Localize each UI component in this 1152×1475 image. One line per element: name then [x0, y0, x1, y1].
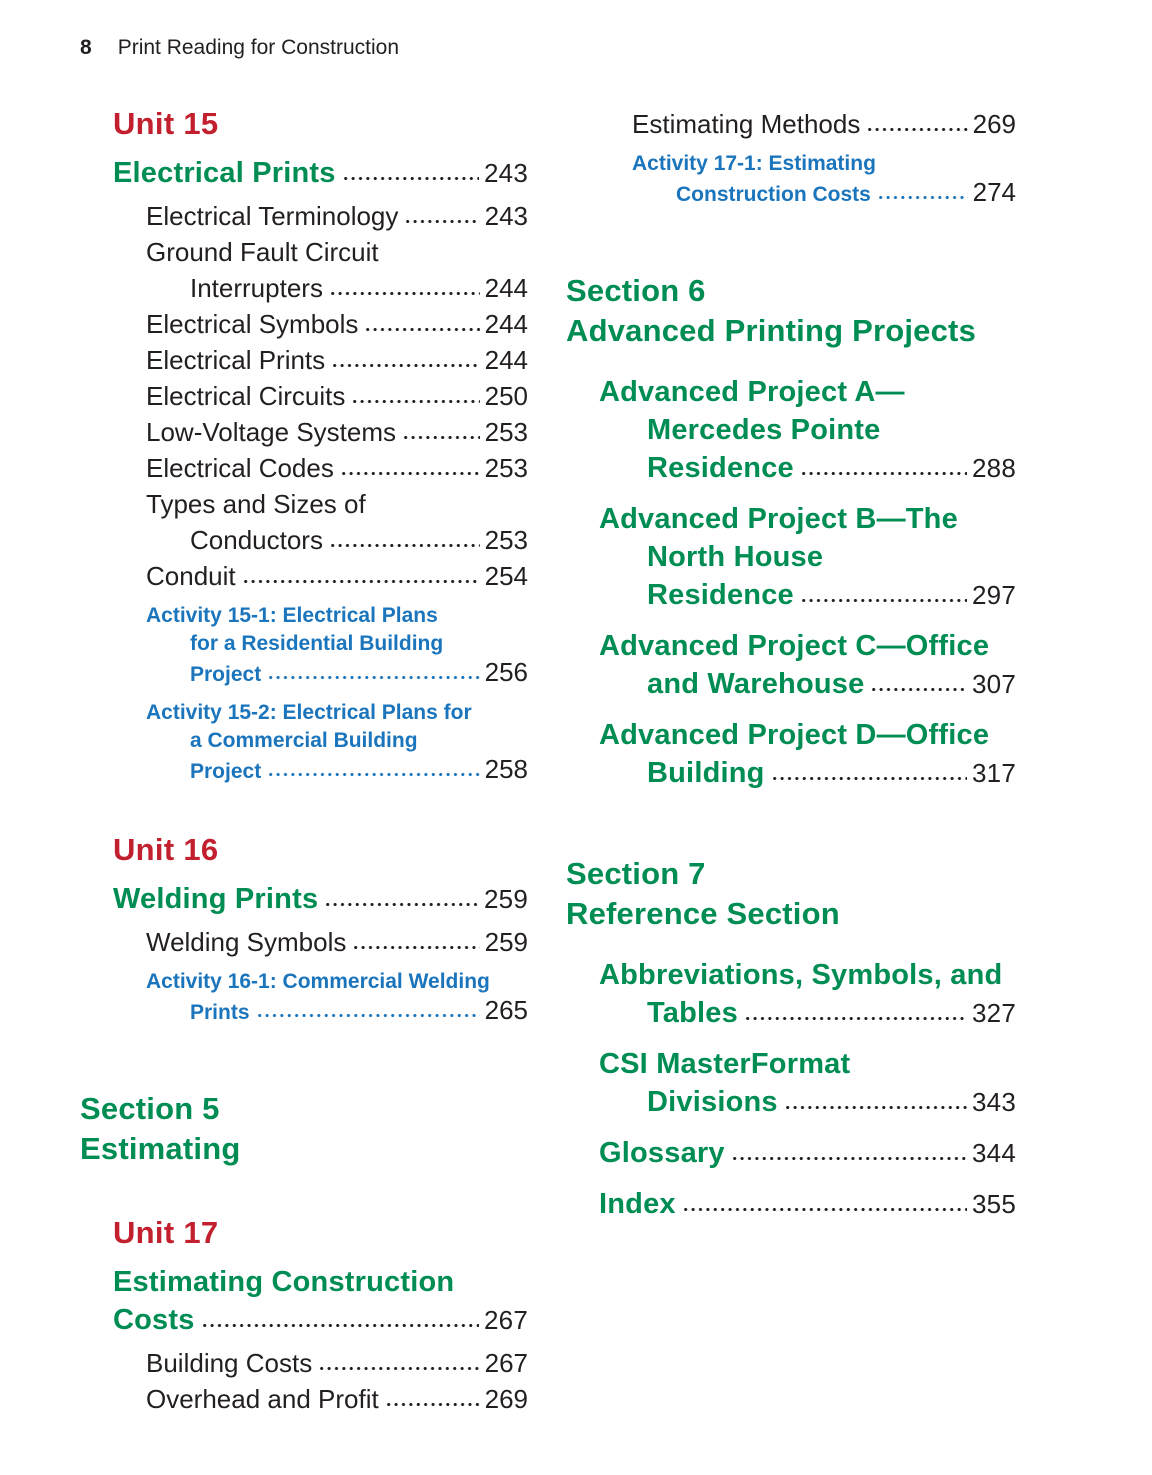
entry-title: Estimating Methods — [632, 109, 861, 139]
toc-line — [80, 270, 528, 306]
entry-page-number: 288 — [972, 453, 1016, 483]
entry-title: Index — [599, 1188, 676, 1220]
entry-title: Conduit — [146, 561, 236, 591]
toc-line — [566, 754, 1016, 792]
toc-line — [80, 450, 528, 486]
dot-leader — [267, 771, 479, 778]
entry-page-number: 244 — [484, 273, 528, 303]
entry-page-number: 256 — [484, 657, 528, 687]
entry-title: Electrical Symbols — [146, 309, 359, 339]
toc-entry — [80, 450, 528, 486]
entry-page-number: 243 — [484, 158, 528, 188]
toc-line — [80, 699, 528, 727]
entry-title: Conductors — [190, 525, 323, 555]
section-heading-line: Estimating — [80, 1131, 241, 1166]
toc-entry — [80, 234, 528, 306]
entry-title: Residence — [647, 579, 794, 611]
entry-page-number: 269 — [484, 1384, 528, 1414]
dot-leader — [340, 470, 480, 477]
toc-line — [80, 486, 528, 522]
toc-left-column — [80, 106, 528, 1417]
toc-line — [80, 924, 528, 960]
entry-title: Building — [647, 757, 765, 789]
toc-entry — [566, 1045, 1016, 1121]
toc-entry — [566, 150, 1016, 209]
dot-leader — [331, 362, 479, 369]
toc-entry — [80, 378, 528, 414]
entry-title: Estimating Construction — [113, 1266, 455, 1298]
entry-title: Electrical Prints — [113, 157, 336, 189]
toc-line — [566, 411, 1016, 449]
entry-title: Activity 16-1: Commercial Welding — [146, 970, 490, 993]
toc-line — [566, 106, 1016, 142]
entry-title: Advanced Project C—Office — [599, 630, 990, 662]
section-heading-line: Reference Section — [566, 896, 840, 931]
toc-line — [566, 956, 1016, 994]
entry-page-number: 254 — [484, 561, 528, 591]
dot-leader — [771, 775, 967, 782]
entry-title: Glossary — [599, 1137, 725, 1169]
dot-leader — [352, 944, 479, 951]
dot-leader — [318, 1365, 479, 1372]
toc-entry — [80, 1381, 528, 1417]
toc-entry — [566, 1185, 1016, 1223]
toc-entry — [80, 486, 528, 558]
entry-title: Electrical Prints — [146, 345, 326, 375]
section-heading — [566, 271, 1016, 351]
dot-leader — [404, 218, 479, 225]
toc-line — [566, 1045, 1016, 1083]
toc-entry — [80, 1263, 528, 1339]
entry-page-number: 297 — [972, 580, 1016, 610]
toc-line — [80, 996, 528, 1027]
toc-line — [80, 1301, 528, 1339]
entry-title: Project — [190, 760, 262, 783]
toc-line — [566, 178, 1016, 209]
running-title: Print Reading for Construction — [117, 36, 399, 59]
toc-line — [80, 630, 528, 658]
toc-entry — [80, 198, 528, 234]
dot-leader — [682, 1206, 967, 1213]
toc-entry — [566, 106, 1016, 142]
toc-line — [566, 538, 1016, 576]
table-of-contents — [0, 60, 1152, 1417]
section-heading-line: Section 7 — [566, 856, 706, 891]
entry-title: Construction Costs — [676, 183, 871, 206]
entry-page-number: 253 — [484, 453, 528, 483]
section-heading-line: Section 6 — [566, 273, 706, 308]
toc-entry — [80, 880, 528, 918]
section-heading-line: Section 5 — [80, 1091, 220, 1126]
entry-page-number: 250 — [484, 381, 528, 411]
toc-line — [80, 1381, 528, 1417]
toc-entry — [566, 1134, 1016, 1172]
toc-line — [566, 1083, 1016, 1121]
toc-entry — [80, 924, 528, 960]
toc-entry — [80, 306, 528, 342]
toc-entry — [80, 1345, 528, 1381]
toc-line — [566, 500, 1016, 538]
entry-page-number: 244 — [484, 309, 528, 339]
entry-page-number: 243 — [484, 201, 528, 231]
toc-line — [80, 378, 528, 414]
entry-title: Residence — [647, 452, 794, 484]
toc-line — [80, 198, 528, 234]
entry-title: Mercedes Pointe — [647, 414, 881, 446]
toc-line — [566, 627, 1016, 665]
dot-leader — [324, 901, 479, 908]
entry-page-number: 244 — [484, 345, 528, 375]
toc-line — [80, 880, 528, 918]
toc-entry — [566, 500, 1016, 614]
entry-title: Types and Sizes of — [146, 489, 366, 519]
entry-title: Low-Voltage Systems — [146, 417, 397, 447]
toc-line — [566, 150, 1016, 178]
entry-title: Activity 15-2: Electrical Plans for — [146, 701, 472, 724]
entry-title: Welding Symbols — [146, 927, 347, 957]
dot-leader — [866, 126, 967, 133]
toc-line — [566, 1185, 1016, 1223]
toc-entry — [80, 342, 528, 378]
toc-line — [80, 727, 528, 755]
toc-line — [80, 1263, 528, 1301]
entry-page-number: 269 — [972, 109, 1016, 139]
entry-page-number: 265 — [484, 995, 528, 1025]
toc-line — [80, 414, 528, 450]
entry-page-number: 355 — [972, 1189, 1016, 1219]
entry-title: Divisions — [647, 1086, 778, 1118]
entry-page-number: 253 — [484, 417, 528, 447]
dot-leader — [385, 1401, 480, 1408]
toc-line — [80, 306, 528, 342]
entry-title: Tables — [647, 997, 738, 1029]
entry-page-number: 259 — [484, 884, 528, 914]
entry-title: Ground Fault Circuit — [146, 237, 379, 267]
entry-page-number: 344 — [972, 1138, 1016, 1168]
entry-page-number: 259 — [484, 927, 528, 957]
toc-entry — [80, 968, 528, 1027]
entry-title: Advanced Project B—The — [599, 503, 958, 535]
entry-title: for a Residential Building — [190, 632, 444, 655]
section-heading-line: Advanced Printing Projects — [566, 313, 977, 348]
entry-title: Interrupters — [190, 273, 323, 303]
entry-page-number: 267 — [484, 1305, 528, 1335]
toc-line — [80, 342, 528, 378]
toc-line — [566, 665, 1016, 703]
entry-title: Electrical Codes — [146, 453, 334, 483]
entry-title: a Commercial Building — [190, 729, 418, 752]
toc-entry — [80, 602, 528, 689]
toc-right-column — [566, 106, 1016, 1417]
entry-title: Overhead and Profit — [146, 1384, 379, 1414]
toc-line — [80, 154, 528, 192]
toc-entry — [80, 154, 528, 192]
toc-line — [80, 658, 528, 689]
toc-line — [80, 1345, 528, 1381]
entry-page-number: 253 — [484, 525, 528, 555]
entry-title: CSI MasterFormat — [599, 1048, 851, 1080]
entry-title: Building Costs — [146, 1348, 313, 1378]
dot-leader — [351, 398, 479, 405]
unit-heading: Unit 16 — [113, 832, 219, 867]
dot-leader — [784, 1104, 967, 1111]
toc-line — [80, 234, 528, 270]
toc-entry — [80, 699, 528, 786]
entry-title: Advanced Project D—Office — [599, 719, 990, 751]
entry-title: Prints — [190, 1001, 250, 1024]
entry-title: Activity 17-1: Estimating — [632, 152, 876, 175]
toc-line — [80, 968, 528, 996]
dot-leader — [329, 542, 480, 549]
dot-leader — [201, 1322, 479, 1329]
toc-line — [80, 602, 528, 630]
toc-line — [566, 576, 1016, 614]
dot-leader — [364, 326, 479, 333]
dot-leader — [870, 686, 967, 693]
page-number: 8 — [80, 36, 92, 59]
unit-heading: Unit 15 — [113, 106, 219, 141]
toc-entry — [80, 558, 528, 594]
dot-leader — [329, 290, 480, 297]
dot-leader — [800, 597, 967, 604]
entry-title: North House — [647, 541, 824, 573]
entry-title: Activity 15-1: Electrical Plans — [146, 604, 438, 627]
toc-line — [566, 449, 1016, 487]
dot-leader — [256, 1012, 480, 1019]
toc-entry — [566, 373, 1016, 487]
dot-leader — [800, 470, 967, 477]
entry-page-number: 258 — [484, 754, 528, 784]
toc-line — [80, 755, 528, 786]
entry-page-number: 307 — [972, 669, 1016, 699]
toc-line — [566, 1134, 1016, 1172]
entry-title: Costs — [113, 1304, 195, 1336]
entry-title: Welding Prints — [113, 883, 319, 915]
entry-page-number: 267 — [484, 1348, 528, 1378]
toc-line — [566, 373, 1016, 411]
toc-entry — [566, 716, 1016, 792]
dot-leader — [342, 175, 479, 182]
dot-leader — [402, 434, 480, 441]
dot-leader — [242, 578, 480, 585]
dot-leader — [731, 1155, 967, 1162]
entry-title: Electrical Terminology — [146, 201, 399, 231]
toc-line — [566, 994, 1016, 1032]
section-heading — [566, 854, 1016, 934]
entry-title: Project — [190, 663, 262, 686]
dot-leader — [744, 1015, 967, 1022]
entry-title: Advanced Project A— — [599, 376, 905, 408]
toc-line — [80, 522, 528, 558]
entry-page-number: 343 — [972, 1087, 1016, 1117]
section-heading — [80, 1089, 528, 1169]
entry-title: Electrical Circuits — [146, 381, 346, 411]
entry-page-number: 327 — [972, 998, 1016, 1028]
entry-title: and Warehouse — [647, 668, 865, 700]
unit-heading: Unit 17 — [113, 1215, 219, 1250]
toc-entry — [80, 414, 528, 450]
entry-page-number: 317 — [972, 758, 1016, 788]
entry-title: Abbreviations, Symbols, and — [599, 959, 1003, 991]
toc-line — [566, 716, 1016, 754]
entry-page-number: 274 — [972, 177, 1016, 207]
toc-entry — [566, 627, 1016, 703]
dot-leader — [877, 194, 968, 201]
toc-entry — [566, 956, 1016, 1032]
dot-leader — [267, 674, 479, 681]
toc-line — [80, 558, 528, 594]
page-header — [0, 0, 1152, 60]
